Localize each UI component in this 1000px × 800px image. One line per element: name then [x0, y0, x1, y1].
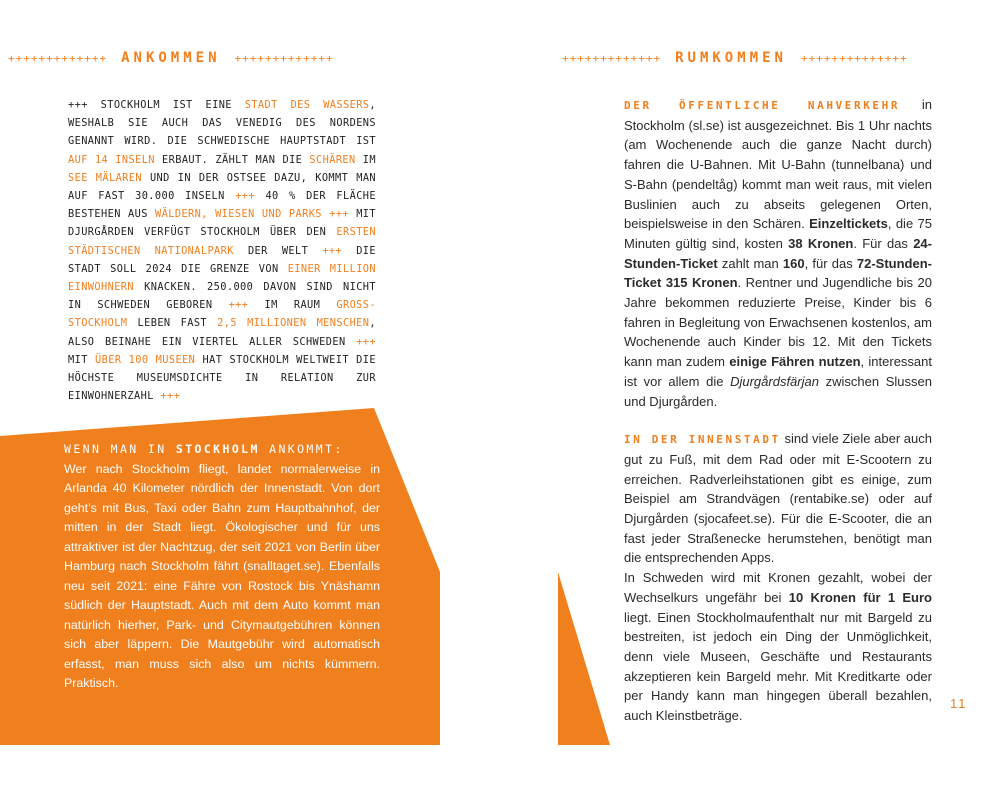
fact-highlight: ERSTEN STÄDTISCHEN NATIONALPARK [68, 226, 376, 257]
fact-text: HAT STOCKHOLM WELTWEIT DIE HÖCHSTE MUSEUMSDICHTE IN RELATION ZUR EINWOHNERZAHL [68, 353, 376, 403]
fact-highlight: GROSS-STOCKHOLM [68, 299, 376, 330]
currency-paragraph: In Schweden wird mit Kronen gezahlt, wobei der Wechselkurs ungefähr bei 10 Kronen für 1 Euro liegt. Einen Stockholmaufenthalt nur mit Bargeld zu bestreiten, ist jedoch ein Ding der Unmöglichkeit, denn viele Museen, Geschäfte und Restaurants akzeptieren kein Bargeld mehr. Mit Kreditkarte oder per Handy kann man hingegen überall bezahlen, auch Kleinstbeträge. [624, 570, 933, 724]
city-center-paragraph: IN DER INNENSTADT sind viele Ziele aber auch gut zu Fuß, mit dem Rad oder mit E-Scootern zu erreichen. Radverleihstationen gibt es einige, zum Beispiel am Strandvägen (rentabike.se) oder auf Djurgården (sjocafeet.se). Für die E-Scooter, die an fast jeder Straßenecke herumstehen, benötigt man die entsprechenden Apps. [624, 431, 932, 566]
header-plus-left: +++++++++++++ [562, 51, 662, 65]
fact-text: +++ STOCKHOLM IST EINE [68, 99, 245, 111]
fact-highlight: STADT DES WASSERS [244, 99, 370, 111]
arrival-heading: WENN MAN IN STOCKHOLM ANKOMMT: [64, 442, 344, 456]
right-page-title: RUMKOMMEN [675, 50, 787, 66]
fact-text: LEBEN FAST [127, 317, 218, 330]
fact-separator: +++ [160, 390, 181, 403]
left-page-title: ANKOMMEN [121, 50, 221, 66]
fact-highlight: WÄLDERN, WIESEN UND PARKS [155, 208, 322, 221]
fact-text: MIT DJURGÅRDEN VERFÜGT STOCKHOLM ÜBER DEN [68, 208, 376, 239]
fact-text: DER WELT [233, 244, 323, 257]
header-plus-left: +++++++++++++ [8, 51, 108, 65]
fact-text: ERBAUT. ZÄHLT MAN DIE [154, 153, 310, 166]
fact-text: MIT [68, 353, 96, 366]
fact-highlight: 2,5 MILLIONEN MENSCHEN [217, 317, 370, 330]
header-plus-right: ++++++++++++++ [800, 51, 908, 65]
fact-text: , ALSO BEINAHE EIN VIERTEL ALLER SCHWEDEN [68, 317, 376, 348]
fact-text: DIE STADT SOLL 2024 DIE GRENZE VON [68, 244, 377, 275]
arrival-text: Wer nach Stockholm fliegt, landet normalerweise in Arlanda 40 Kilometer nördlich der Innenstadt. Von dort geht’s mit Bus, Taxi oder Bahn zum Hauptbahnhof, der mitten in der Stadt liegt. Ökologischer und für uns attraktiver ist der Nachtzug, der seit 2021 von Berlin über Hamburg nach Stockholm fährt (snalltaget.se). Ebenfalls neu seit 2021: eine Fähre von Rostock bis Ynäshamn südlich der Hauptstadt. Auch mit dem Auto kommt man natürlich hierher, Park- und Citymautgebühren können sich aber läppern. Die Mautgebühr wird automatisch erfasst, man muss sich also um nichts kümmern. Praktisch. [64, 461, 380, 690]
fact-separator: +++ [235, 190, 255, 203]
fact-text: 40 % DER FLÄCHE BESTEHEN AUS [68, 190, 376, 221]
fact-highlight: ÜBER 100 MUSEEN [95, 353, 196, 366]
fact-text: KNACKEN. 250.000 DAVON SIND NICHT IN SCHWEDEN GEBOREN [68, 281, 376, 312]
fact-separator: +++ [356, 335, 376, 348]
transport-text [624, 95, 932, 726]
fact-highlight: SEE MÄLAREN [68, 171, 142, 184]
fact-separator: +++ [329, 208, 349, 221]
fact-highlight: EINER MILLION EINWOHNERN [68, 262, 376, 294]
fact-separator: +++ [322, 244, 343, 257]
fact-text: IM RAUM [248, 299, 337, 312]
fact-text: , WESHALB SIE AUCH DAS VENEDIG DES NORDENS GENANNT WIRD. DIE SCHWEDISCHE HAUPTSTADT IST [68, 99, 376, 148]
fact-separator: +++ [228, 299, 249, 312]
header-plus-right: +++++++++++++ [234, 51, 334, 65]
public-transport-paragraph: DER ÖFFENTLICHE NAHVERKEHR in Stockholm (sl.se) ist ausgezeichnet. Bis 1 Uhr nachts (am Wochenende auch die ganze Nacht durch) fahren die U-Bahnen. Mit U-Bahn (tunnelbana) und S-Bahn (pendeltåg) kommt man weit raus, mit vielen Buslinien auch zu abseits gelegenen Orten, beispielsweise in den Schären. Einzeltickets, die 75 Minuten gültig sind, kosten 38 Kronen. Für das 24-Stunden-Ticket zahlt man 160, für das 72-Stunden-Ticket 315 Kronen. Rentner und Jugendliche bis 20 Jahre bekommen reduzierte Preise, Kinder bis 6 fahren in Begleitung von Erwachsenen kostenlos, am Wochenende auch Kinder bis 12. Mit den Tickets kann man zudem einige Fähren nutzen, interessant ist vor allem die Djurgårdsfärjan zwischen Slussen und Djurgården. [624, 97, 932, 409]
fact-highlight: AUF 14 INSELN [68, 153, 155, 166]
fact-highlight: SCHÄREN [309, 153, 356, 166]
fact-text: IM [355, 153, 376, 166]
fact-text: UND IN DER OSTSEE DAZU, KOMMT MAN AUF FAST 30.000 INSELN [68, 171, 377, 203]
page-number: 11 [950, 696, 968, 711]
